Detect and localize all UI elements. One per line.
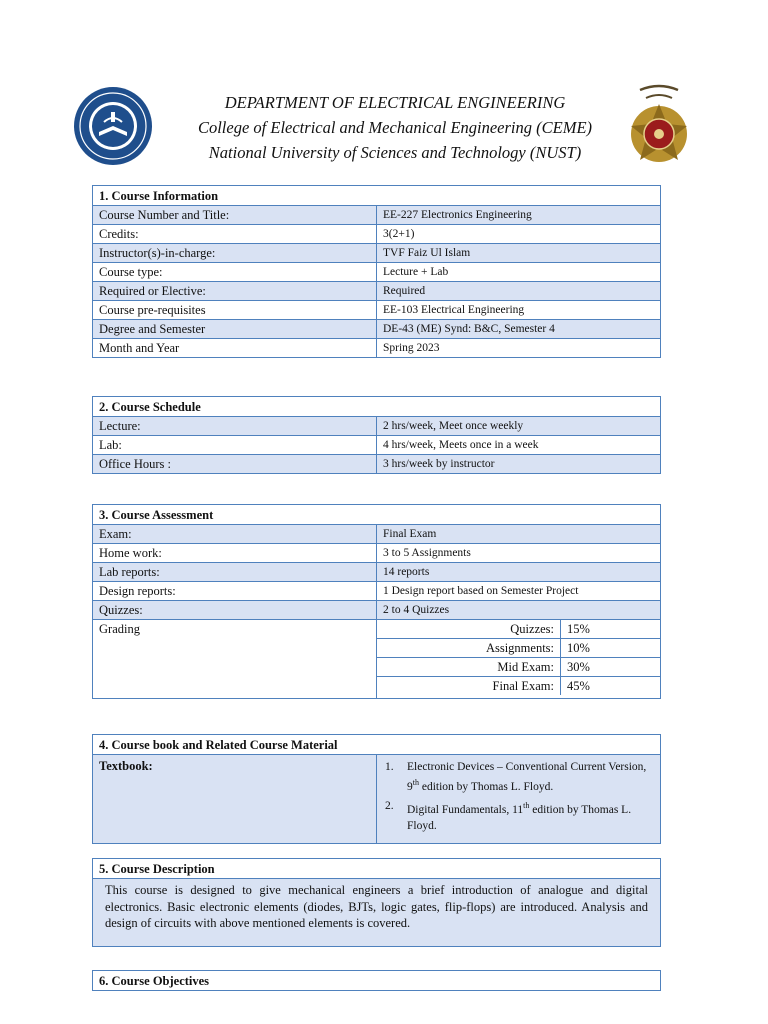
row-value: TVF Faiz Ul Islam bbox=[377, 244, 661, 263]
row-value: 3 to 5 Assignments bbox=[377, 544, 661, 563]
grading-breakdown bbox=[377, 620, 660, 695]
row-label: Design reports: bbox=[93, 582, 377, 601]
grading-cell bbox=[377, 620, 661, 699]
row-label: Course pre-requisites bbox=[93, 301, 377, 320]
ceme-crest-icon bbox=[628, 80, 690, 170]
row-value: 1 Design report based on Semester Project bbox=[377, 582, 661, 601]
row-label: Course type: bbox=[93, 263, 377, 282]
row-value: Required bbox=[377, 282, 661, 301]
course-description-table bbox=[92, 858, 661, 947]
grade-label: Quizzes: bbox=[377, 620, 561, 639]
list-number: 1. bbox=[385, 761, 394, 773]
row-label: Lab: bbox=[93, 436, 377, 455]
section-title: 6. Course Objectives bbox=[93, 971, 661, 991]
textbook-list-cell bbox=[377, 755, 661, 844]
grading-label: Grading bbox=[93, 620, 377, 699]
row-value: 14 reports bbox=[377, 563, 661, 582]
course-schedule-table bbox=[92, 396, 661, 474]
row-label: Quizzes: bbox=[93, 601, 377, 620]
ordinal-suffix: th bbox=[523, 800, 530, 810]
ordinal-suffix: th bbox=[412, 778, 419, 787]
row-label: Lab reports: bbox=[93, 563, 377, 582]
row-value: Lecture + Lab bbox=[377, 263, 661, 282]
row-label: Exam: bbox=[93, 525, 377, 544]
document-header bbox=[0, 0, 768, 180]
row-label: Required or Elective: bbox=[93, 282, 377, 301]
section-title: 1. Course Information bbox=[93, 186, 661, 206]
grade-value: 15% bbox=[561, 620, 661, 639]
course-objectives-table bbox=[92, 970, 661, 991]
grade-value: 30% bbox=[561, 658, 661, 677]
row-label: Credits: bbox=[93, 225, 377, 244]
list-item bbox=[385, 759, 654, 795]
course-book-table bbox=[92, 734, 661, 844]
row-value: DE-43 (ME) Synd: B&C, Semester 4 bbox=[377, 320, 661, 339]
row-label: Instructor(s)-in-charge: bbox=[93, 244, 377, 263]
course-assessment-table bbox=[92, 504, 661, 699]
course-information-table bbox=[92, 185, 661, 358]
row-value: 3 hrs/week by instructor bbox=[377, 455, 661, 474]
book-title: Digital Fundamentals, 11 bbox=[407, 803, 524, 816]
section-title: 2. Course Schedule bbox=[93, 397, 661, 417]
row-value: Final Exam bbox=[377, 525, 661, 544]
textbook-list bbox=[385, 757, 654, 834]
row-label: Lecture: bbox=[93, 417, 377, 436]
row-label: Degree and Semester bbox=[93, 320, 377, 339]
row-value: 3(2+1) bbox=[377, 225, 661, 244]
grade-label: Final Exam: bbox=[377, 677, 561, 696]
row-value: 2 hrs/week, Meet once weekly bbox=[377, 417, 661, 436]
nust-seal-icon bbox=[73, 86, 153, 166]
row-value: 4 hrs/week, Meets once in a week bbox=[377, 436, 661, 455]
row-label: Office Hours : bbox=[93, 455, 377, 474]
list-number: 2. bbox=[385, 799, 394, 812]
section-title: 5. Course Description bbox=[93, 859, 661, 879]
section-title: 4. Course book and Related Course Material bbox=[93, 735, 661, 755]
grade-label: Assignments: bbox=[377, 639, 561, 658]
row-value: Spring 2023 bbox=[377, 339, 661, 358]
header-text bbox=[160, 90, 630, 165]
row-label: Home work: bbox=[93, 544, 377, 563]
department-title: DEPARTMENT OF ELECTRICAL ENGINEERING bbox=[224, 93, 566, 112]
college-title: College of Electrical and Mechanical Engineering (CEME) bbox=[197, 118, 593, 137]
row-value: EE-227 Electronics Engineering bbox=[377, 206, 661, 225]
grade-value: 45% bbox=[561, 677, 661, 696]
grade-label: Mid Exam: bbox=[377, 658, 561, 677]
row-label: Course Number and Title: bbox=[93, 206, 377, 225]
course-description-text: This course is designed to give mechanical engineers a brief introduction of analogue and digital electronics. Basic electronic elements (diodes, BJTs, logic gates, flip-flops) are introduced. Analysis and design of circuits with above mentioned elements is covered. bbox=[93, 879, 661, 947]
row-value: 2 to 4 Quizzes bbox=[377, 601, 661, 620]
section-title: 3. Course Assessment bbox=[93, 505, 661, 525]
row-label: Month and Year bbox=[93, 339, 377, 358]
grade-value: 10% bbox=[561, 639, 661, 658]
book-author: edition by Thomas L. Floyd. bbox=[418, 780, 554, 793]
list-item bbox=[385, 798, 654, 834]
textbook-label: Textbook: bbox=[93, 755, 377, 844]
row-value: EE-103 Electrical Engineering bbox=[377, 301, 661, 320]
book-title: Electronic Devices – Conventional Current Version, 9 bbox=[407, 761, 647, 793]
university-title: National University of Sciences and Technology (NUST) bbox=[208, 143, 582, 162]
book-author: edition by Thomas L. Floyd. bbox=[407, 803, 632, 832]
